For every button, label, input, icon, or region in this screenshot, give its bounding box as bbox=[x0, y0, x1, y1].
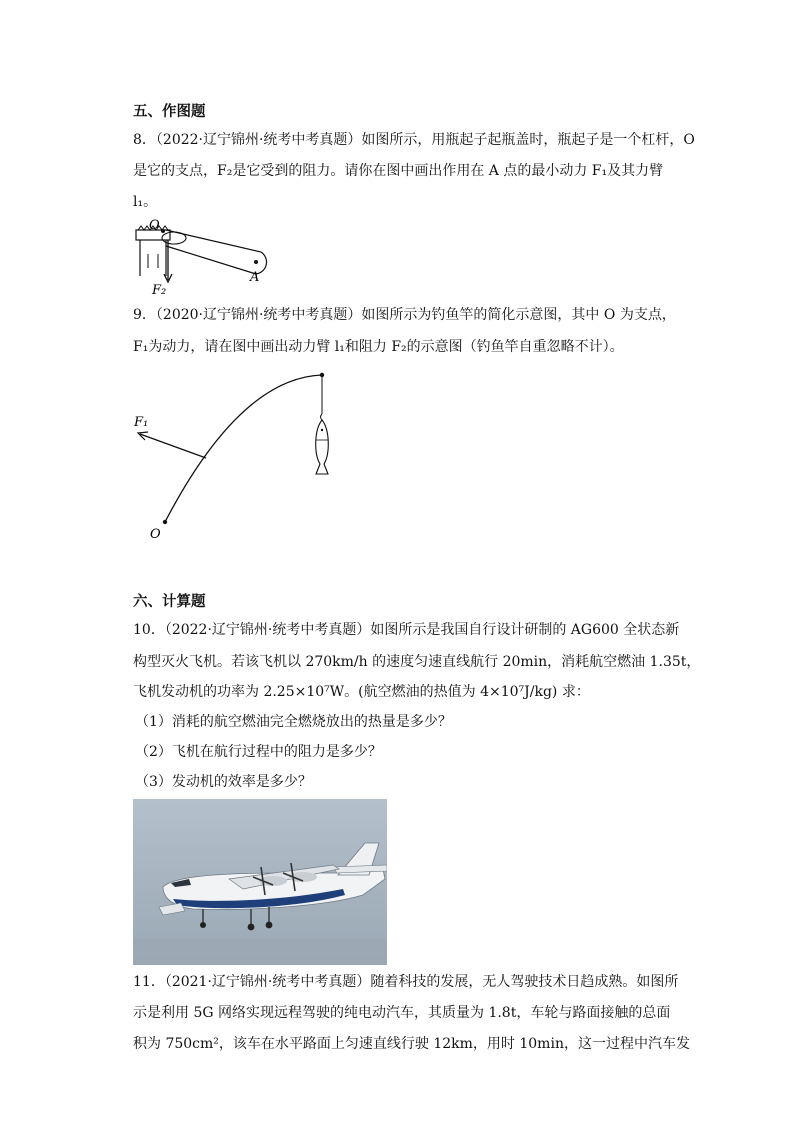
q8-line-3: l₁。 bbox=[133, 194, 158, 210]
q11-line-2: 示是利用 5G 网络实现远程驾驶的纯电动汽车，其质量为 1.8t，车轮与路面接触的总面 bbox=[133, 1005, 671, 1021]
q9-line-2: F₁为动力，请在图中画出动力臂 l₁和阻力 F₂的示意图（钓鱼竿自重忽略不计）。 bbox=[133, 339, 624, 355]
q10-sub-question-1: （1）消耗的航空燃油完全燃烧放出的热量是多少？ bbox=[135, 714, 452, 730]
label-o: O bbox=[150, 527, 161, 542]
q10-line-3: 飞机发动机的功率为 2.25×10⁷W。(航空燃油的热值为 4×10⁷J/kg) 求： bbox=[133, 684, 590, 700]
bottle-opener-figure bbox=[128, 218, 278, 300]
label-a: A bbox=[250, 270, 260, 285]
wheel-main-2 bbox=[266, 922, 273, 929]
ground-haze bbox=[133, 939, 387, 965]
q10-sub-question-2: （2）飞机在航行过程中的阻力是多少？ bbox=[135, 744, 382, 760]
q9-line-1: 9．（2020·辽宁锦州·统考中考真题）如图所示为钓鱼竿的简化示意图，其中 O 为支点， bbox=[133, 307, 676, 323]
q8-line-2: 是它的支点，F₂是它受到的阻力。请你在图中画出作用在 A 点的最小动力 F₁及其力臂 bbox=[133, 163, 664, 179]
section-heading-calculation: 六、计算题 bbox=[133, 594, 206, 610]
q10-sub-question-3: （3）发动机的效率是多少？ bbox=[135, 774, 312, 790]
label-f2: F₂ bbox=[152, 283, 167, 298]
wheel-front bbox=[200, 922, 206, 928]
ag600-aircraft-photo bbox=[133, 799, 387, 965]
fishing-rod bbox=[165, 375, 322, 522]
opener-lever bbox=[166, 230, 267, 274]
fulcrum-point-o bbox=[161, 229, 165, 233]
label-f1: F₁ bbox=[134, 415, 149, 430]
force-f1-arrow bbox=[140, 434, 206, 458]
section-heading-drawing: 五、作图题 bbox=[133, 104, 206, 120]
opener-hole bbox=[162, 232, 186, 244]
fishing-rod-figure bbox=[130, 368, 350, 544]
fish bbox=[316, 420, 329, 474]
q10-line-1: 10．（2022·辽宁锦州·统考中考真题）如图所示是我国自行设计研制的 AG600 全状态新 bbox=[133, 622, 680, 638]
fulcrum-point-o bbox=[163, 520, 167, 524]
fish-eye bbox=[321, 429, 323, 431]
q10-line-2: 构型灭火飞机。若该飞机以 270km/h 的速度匀速直线航行 20min，消耗航空燃油 1.35t， bbox=[133, 654, 701, 670]
fish-hook bbox=[321, 414, 323, 420]
point-a bbox=[254, 260, 258, 264]
label-o: O bbox=[149, 218, 160, 233]
q8-line-1: 8．（2022·辽宁锦州·统考中考真题）如图所示，用瓶起子起瓶盖时，瓶起子是一个杠杆，O bbox=[133, 132, 695, 148]
q11-line-3: 积为 750cm²，该车在水平路面上匀速直线行驶 12km，用时 10min，这一过程中汽车发 bbox=[133, 1036, 690, 1052]
q11-line-1: 11．（2021·辽宁锦州·统考中考真题）随着科技的发展，无人驾驶技术日趋成熟。如图所 bbox=[133, 974, 679, 990]
wheel-main-1 bbox=[248, 924, 255, 931]
